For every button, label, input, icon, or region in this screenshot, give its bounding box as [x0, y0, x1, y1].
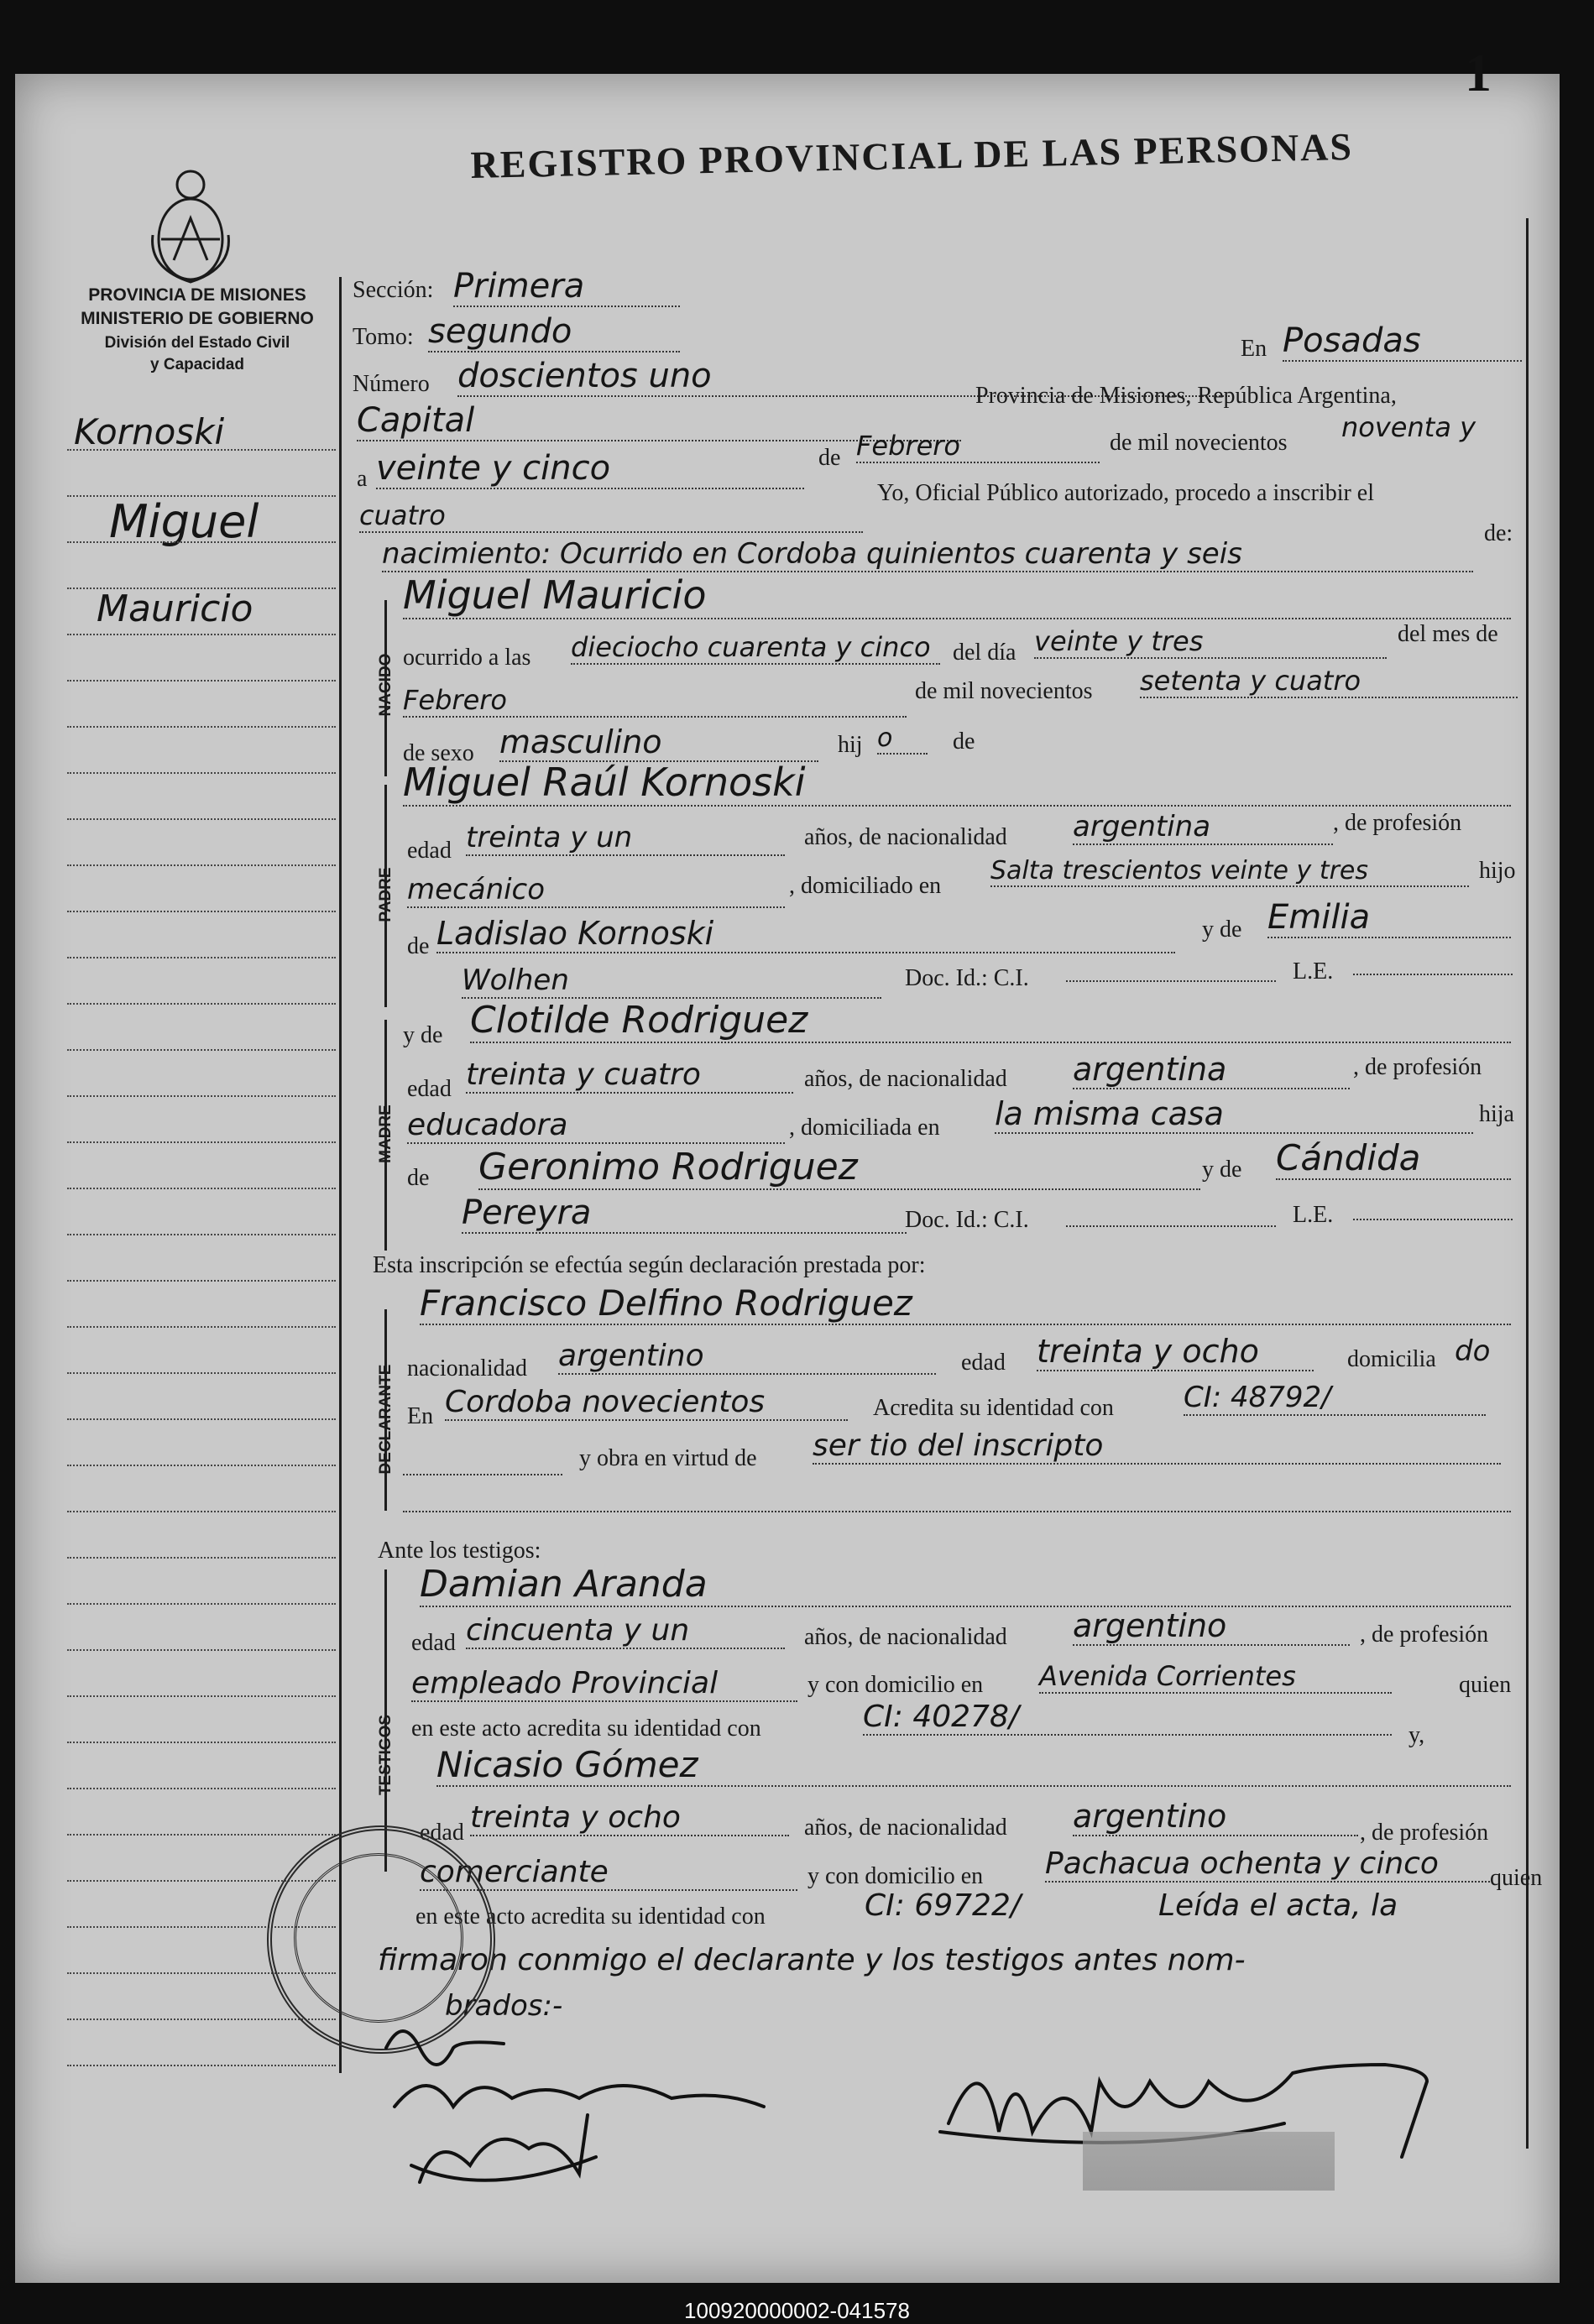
en-value: Posadas [1283, 321, 1522, 362]
madre-nac-label: años, de nacionalidad [804, 1066, 1007, 1092]
padre-dom-label: , domiciliado en [789, 873, 942, 899]
t2-acredita-label: en este acto acredita su identidad con [415, 1904, 766, 1930]
t1-nac-value: argentino [1073, 1607, 1350, 1646]
t1-y-label: y, [1408, 1722, 1425, 1748]
decl-edad-label: edad [961, 1350, 1006, 1376]
numero-value: doscientos uno [457, 357, 1230, 397]
anio-value: noventa y [1341, 411, 1476, 443]
mes-nac-value: Febrero [403, 684, 907, 718]
margin-second-name: Mauricio [97, 588, 253, 630]
de-label-2: de [953, 729, 975, 755]
t1-edad-label: edad [411, 1630, 456, 1656]
del-dia-label: del día [953, 640, 1017, 666]
margin-surname: Kornoski [74, 411, 225, 452]
de-colon-label: de: [1484, 520, 1513, 546]
right-border [1526, 218, 1529, 2149]
padre-doc-label: Doc. Id.: C.I. [905, 965, 1029, 991]
declaracion-label: Esta inscripción se efectúa según declaración prestada por: [373, 1252, 926, 1278]
madre-de-label: de [407, 1165, 430, 1191]
de-mil-nov-label: de mil novecientos [915, 678, 1093, 704]
provincia-label: Provincia de Misiones, República Argentina, [975, 383, 1397, 409]
cierre-cont-value: brados:- [445, 1989, 563, 2023]
t2-edad-label: edad [420, 1820, 464, 1846]
de-label: de [818, 445, 841, 471]
dia-value: veinte y cinco [376, 449, 804, 489]
decl-en-value: Cordoba novecientos [445, 1385, 848, 1421]
madre-madre-cont-value: Pereyra [462, 1193, 907, 1234]
decl-nac-value: argentino [558, 1339, 936, 1375]
madre-le-label: L.E. [1293, 1202, 1334, 1228]
header-ministry: MINISTERIO DE GOBIERNO [81, 309, 314, 328]
yo-oficial-label: Yo, Oficial Público autorizado, procedo a inscribir el [877, 480, 1375, 506]
declarante-nombre-value: Francisco Delfino Rodriguez [420, 1282, 1511, 1325]
t2-dom-label: y con domicilio en [807, 1863, 984, 1889]
madre-dom-label: , domiciliada en [789, 1115, 940, 1141]
madre-prof-label: , de profesión [1353, 1054, 1482, 1080]
t1-nombre-value: Damian Aranda [420, 1563, 1511, 1607]
testigos-label: Ante los testigos: [378, 1538, 541, 1564]
en-label: En [1241, 336, 1267, 362]
capital-value: Capital [357, 401, 961, 441]
t1-nac-label: años, de nacionalidad [804, 1624, 1007, 1650]
page-number: 1 [1465, 43, 1492, 102]
padre-prof-label: , de profesión [1333, 810, 1462, 836]
madre-doc-label: Doc. Id.: C.I. [905, 1207, 1029, 1233]
side-label-madre: MADRE [377, 1105, 395, 1163]
header-division: División del Estado Civil [104, 334, 290, 352]
hij-label: hij [838, 732, 863, 758]
side-label-padre: PADRE [377, 867, 395, 922]
madre-prof-value: educadora [407, 1108, 785, 1144]
signatures-left [369, 2014, 806, 2220]
padre-hijo-label: hijo [1479, 858, 1516, 884]
tomo-label: Tomo: [353, 324, 414, 350]
t2-nombre-value: Nicasio Gómez [436, 1744, 1511, 1787]
mes-value: Febrero [856, 430, 1100, 463]
anio-nac-value: setenta y cuatro [1140, 665, 1518, 698]
t2-cont-value: Leída el acta, la [1158, 1888, 1398, 1923]
decl-virtud-value: ser tio del inscripto [813, 1428, 1501, 1465]
padre-padre-value: Ladislao Kornoski [436, 915, 1175, 953]
side-label-nacido: NACIDO [377, 653, 395, 717]
nacimiento-value: nacimiento: Ocurrido en Cordoba quinientos cuarenta y seis [382, 537, 1473, 572]
t2-quien-label: quien [1490, 1865, 1543, 1891]
decl-domicilia-label: domicilia [1347, 1346, 1436, 1372]
decl-edad-value: treinta y ocho [1037, 1333, 1314, 1371]
nombre-value: Miguel Mauricio [403, 572, 1511, 619]
dia-nac-value: veinte y tres [1034, 625, 1387, 659]
ocurrido-label: ocurrido a las [403, 645, 531, 671]
madre-madre-value: Cándida [1276, 1137, 1511, 1180]
decl-en-label: En [407, 1403, 434, 1429]
t2-prof-value: comerciante [420, 1855, 797, 1891]
hij-suffix-value: o [877, 723, 928, 755]
t1-dom-label: y con domicilio en [807, 1672, 984, 1698]
t2-edad-value: treinta y ocho [470, 1800, 789, 1836]
decl-acredita-label: Acredita su identidad con [873, 1395, 1114, 1421]
t2-ci-value: CI: 69722/ [865, 1888, 1021, 1923]
sexo-value: masculino [499, 723, 818, 762]
padre-prof-value: mecánico [407, 873, 785, 908]
decl-dom-suffix: do [1455, 1334, 1491, 1368]
decl-ci-value: CI: 48792/ [1184, 1381, 1486, 1416]
page-title: REGISTRO PROVINCIAL DE LAS PERSONAS [470, 124, 1354, 186]
padre-de-label: de [407, 933, 430, 959]
a-label: a [357, 466, 368, 492]
t1-dom-value: Avenida Corrientes [1039, 1660, 1392, 1694]
padre-edad-label: edad [407, 838, 452, 864]
madre-hija-label: hija [1479, 1101, 1514, 1127]
seccion-label: Sección: [353, 277, 434, 303]
margin-divider [339, 277, 342, 2073]
padre-nac-label: años, de nacionalidad [804, 824, 1007, 850]
cierre-value: firmaron conmigo el declarante y los testigos antes nom- [378, 1943, 1246, 1977]
madre-edad-label: edad [407, 1076, 452, 1102]
t2-nac-label: años, de nacionalidad [804, 1815, 1007, 1841]
decl-virtud-label: y obra en virtud de [579, 1445, 757, 1471]
anio-cont-value: cuatro [359, 499, 863, 533]
madre-nombre-value: Clotilde Rodriguez [470, 999, 1511, 1043]
padre-nombre-value: Miguel Raúl Kornoski [403, 760, 1511, 807]
madre-nac-value: argentina [1073, 1051, 1350, 1089]
t2-dom-value: Pachacua ochenta y cinco [1045, 1846, 1490, 1883]
t2-prof-label: , de profesión [1360, 1820, 1489, 1846]
decl-nac-label: nacionalidad [407, 1355, 528, 1381]
tomo-value: segundo [428, 312, 680, 353]
coat-of-arms-icon [144, 159, 237, 285]
padre-edad-value: treinta y un [466, 821, 785, 856]
padre-y-de-label: y de [1202, 917, 1242, 943]
padre-nac-value: argentina [1073, 810, 1333, 845]
padre-madre-value: Emilia [1267, 898, 1511, 938]
t1-edad-value: cincuenta y un [466, 1613, 785, 1649]
hora-value: dieciocho cuarenta y cinco [571, 631, 940, 665]
madre-y-de-label-2: y de [1202, 1157, 1242, 1183]
t1-quien-label: quien [1459, 1672, 1512, 1698]
side-label-testigos: TESTIGOS [377, 1714, 395, 1796]
madre-padre-value: Geronimo Rodriguez [478, 1146, 1200, 1190]
madre-dom-value: la misma casa [995, 1095, 1473, 1134]
padre-le-label: L.E. [1293, 958, 1334, 984]
seccion-value: Primera [453, 267, 680, 307]
padre-madre-cont-value: Wolhen [462, 964, 881, 999]
del-mes-label: del mes de [1398, 621, 1498, 647]
side-label-declarante: DECLARANTE [377, 1364, 395, 1475]
t1-prof-value: empleado Provincial [411, 1666, 797, 1702]
de-mil-label: de mil novecientos [1110, 430, 1288, 456]
margin-first-name: Miguel [109, 495, 259, 548]
t1-ci-value: CI: 40278/ [863, 1700, 1392, 1736]
numero-label: Número [353, 371, 430, 397]
t1-acredita-label: en este acto acredita su identidad con [411, 1716, 761, 1742]
footer-id: 100920000002-041578 [684, 2298, 910, 2323]
padre-dom-value: Salta trescientos veinte y tres [990, 856, 1469, 887]
t2-nac-value: argentino [1073, 1798, 1358, 1836]
sexo-label: de sexo [403, 740, 474, 766]
header-capacity: y Capacidad [150, 356, 244, 373]
header-province: PROVINCIA DE MISIONES [88, 285, 306, 305]
t1-prof-label: , de profesión [1360, 1622, 1489, 1648]
official-name-stamp [1083, 2132, 1335, 2191]
madre-y-de-label: y de [403, 1022, 443, 1048]
madre-edad-value: treinta y cuatro [466, 1058, 793, 1094]
